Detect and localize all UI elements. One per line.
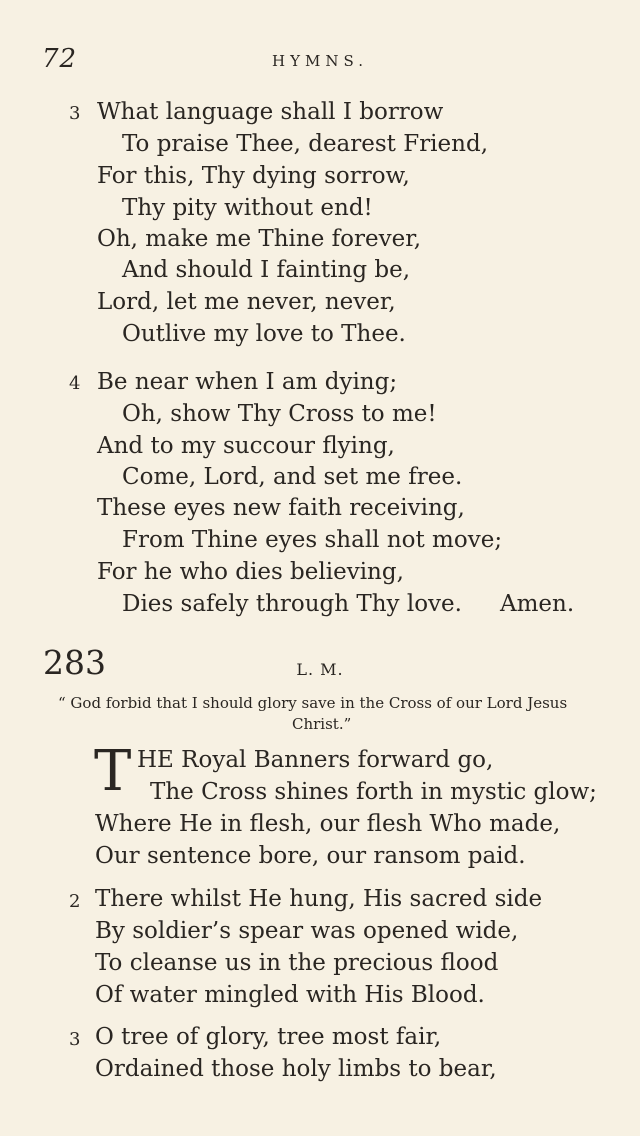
verse-line: Be near when I am dying; xyxy=(97,369,398,395)
verse-line: Oh, make me Thine forever, xyxy=(97,226,421,252)
verse-line: And to my succour flying, xyxy=(97,433,395,459)
epigraph-line: Christ.” xyxy=(292,715,352,733)
verse-line: To cleanse us in the precious flood xyxy=(95,950,499,976)
verse-number: 3 xyxy=(69,103,81,124)
meter-label: L. M. xyxy=(296,660,344,679)
running-head: HYMNS. xyxy=(272,52,368,70)
verse-line: Where He in flesh, our flesh Who made, xyxy=(95,811,561,837)
page-number: 72 xyxy=(42,44,78,74)
verse-line: From Thine eyes shall not move; xyxy=(122,527,503,553)
verse-line: HE Royal Banners forward go, xyxy=(137,747,494,773)
verse-line: For he who dies believing, xyxy=(97,559,404,585)
verse-number: 2 xyxy=(69,891,81,912)
verse-line: There whilst He hung, His sacred side xyxy=(95,886,543,912)
verse-line: Of water mingled with His Blood. xyxy=(95,982,485,1008)
verse-line: What language shall I borrow xyxy=(97,99,444,125)
verse-line: These eyes new faith receiving, xyxy=(97,495,465,521)
verse-line: And should I fainting be, xyxy=(122,257,411,283)
amen: Amen. xyxy=(500,591,575,617)
verse-line: Oh, show Thy Cross to me! xyxy=(122,401,437,427)
verse-line: To praise Thee, dearest Friend, xyxy=(122,131,489,157)
verse-line: By soldier’s spear was opened wide, xyxy=(95,918,519,944)
verse-line: Lord, let me never, never, xyxy=(97,289,396,315)
drop-cap: T xyxy=(94,739,132,804)
verse-line: For this, Thy dying sorrow, xyxy=(97,163,410,189)
verse-line: The Cross shines forth in mystic glow; xyxy=(150,779,597,805)
verse-line: Come, Lord, and set me free. xyxy=(122,464,463,490)
verse-number: 4 xyxy=(69,373,81,394)
verse-number: 3 xyxy=(69,1029,81,1050)
verse-line: O tree of glory, tree most fair, xyxy=(95,1024,442,1050)
verse-line: Our sentence bore, our ransom paid. xyxy=(95,843,526,869)
epigraph-line: “ God forbid that I should glory save in the Cross of our Lord Jesus xyxy=(58,694,568,712)
verse-line: Thy pity without end! xyxy=(122,195,373,221)
verse-line: Dies safely through Thy love. xyxy=(122,591,462,617)
verse-line: Outlive my love to Thee. xyxy=(122,321,406,347)
verse-line: Ordained those holy limbs to bear, xyxy=(95,1056,497,1082)
hymn-number: 283 xyxy=(43,643,106,682)
